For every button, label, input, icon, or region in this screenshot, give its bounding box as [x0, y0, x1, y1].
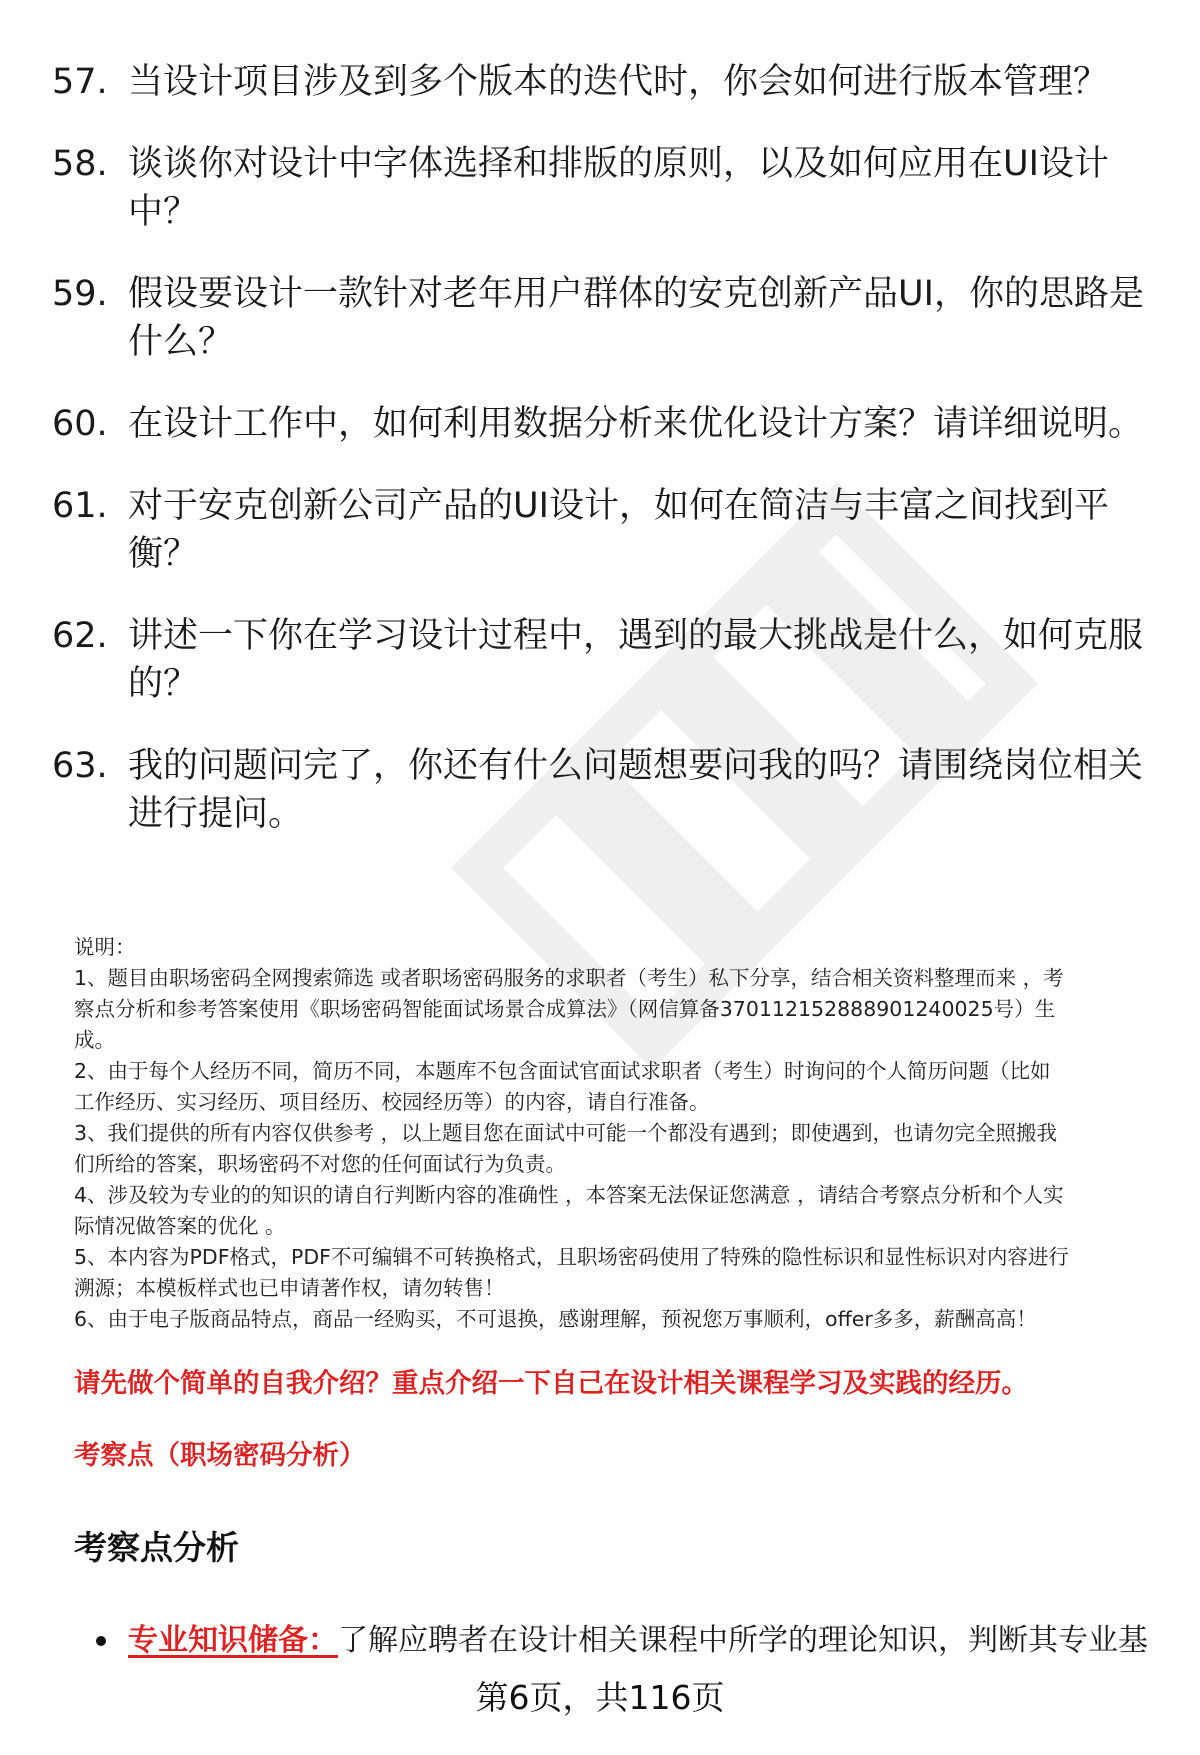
bullet-key: 专业知识储备：: [128, 1623, 338, 1658]
notes-line: 溯源；本模板样式也已申请著作权，请勿转售！: [74, 1276, 505, 1300]
notes-title: 说明：: [74, 935, 136, 959]
notes-line: 6、由于电子版商品特点，商品一经购买，不可退换，感谢理解，预祝您万事顺利，offer多多，薪酬高高！: [74, 1307, 1037, 1331]
bullet-item: [96, 1620, 1176, 1662]
question-number: 59.: [52, 274, 108, 314]
notes-line: 1、题目由职场密码全网搜索筛选 或者职场密码服务的求职者（考生）私下分享，结合相关资料整理而来 ，考: [74, 966, 1064, 990]
question-text: 我的问题问完了，你还有什么问题想要问我的吗？请围绕岗位相关进行提问。: [128, 746, 1144, 834]
notes-line: 际情况做答案的优化 。: [74, 1214, 286, 1238]
notes-line: 4、涉及较为专业的的知识的请自行判断内容的准确性 ，本答案无法保证您满意 ，请结合考察点分析和个人实: [74, 1183, 1064, 1207]
question-number: 62.: [52, 616, 108, 656]
question-item: [52, 400, 1162, 448]
question-number: 63.: [52, 746, 108, 786]
question-item: [52, 612, 1162, 708]
question-text: 在设计工作中，如何利用数据分析来优化设计方案？请详细说明。: [128, 404, 1144, 444]
notes-line: 2、由于每个人经历不同，简历不同，本题库不包含面试官面试求职者（考生）时询问的个人简历问题（比如: [74, 1059, 1051, 1083]
question-text: 假设要设计一款针对老年用户群体的安克创新产品UI，你的思路是什么？: [128, 274, 1144, 362]
notes-line: 5、本内容为PDF格式，PDF不可编辑不可转换格式，且职场密码使用了特殊的隐性标识和显性标识对内容进行: [74, 1245, 1069, 1269]
bullet-dot-icon: [96, 1636, 106, 1646]
question-number: 60.: [52, 404, 108, 444]
question-number: 61.: [52, 486, 108, 526]
question-item: [52, 58, 1162, 106]
notes-line: 工作经历、实习经历、项目经历、校园经历等）的内容，请自行准备。: [74, 1090, 710, 1114]
analysis-label: 考察点（职场密码分析）: [74, 1440, 366, 1471]
notes-line: 3、我们提供的所有内容仅供参考 ，以上题目您在面试中可能一个都没有遇到；即使遇到，也请勿完全照搬我: [74, 1121, 1058, 1145]
question-text: 对于安克创新公司产品的UI设计，如何在简洁与丰富之间找到平衡？: [128, 486, 1109, 574]
question-item: [52, 140, 1162, 236]
featured-question: 请先做个简单的自我介绍？重点介绍一下自己在设计相关课程学习及实践的经历。: [74, 1368, 1028, 1399]
question-text: 讲述一下你在学习设计过程中，遇到的最大挑战是什么，如何克服的？: [128, 616, 1144, 704]
notes-line: 成。: [74, 1028, 115, 1052]
question-item: [52, 270, 1162, 366]
notes-line: 察点分析和参考答案使用《职场密码智能面试场景合成算法》（网信算备370112152888901240025号）生: [74, 997, 1056, 1021]
page-footer: 第6页，共116页: [475, 1678, 725, 1717]
question-text: 当设计项目涉及到多个版本的迭代时，你会如何进行版本管理？: [128, 62, 1109, 102]
question-number: 57.: [52, 62, 108, 102]
section-title: 考察点分析: [74, 1528, 239, 1567]
question-list: [52, 58, 1162, 872]
notes-line: 们所给的答案，职场密码不对您的任何面试行为负责。: [74, 1152, 566, 1176]
bullet-text: 了解应聘者在设计相关课程中所学的理论知识，判断其专业基: [338, 1623, 1148, 1658]
question-number: 58.: [52, 144, 108, 184]
question-item: [52, 482, 1162, 578]
notes-block: [74, 932, 1162, 1335]
question-text: 谈谈你对设计中字体选择和排版的原则，以及如何应用在UI设计中？: [128, 144, 1109, 232]
question-item: [52, 742, 1162, 838]
